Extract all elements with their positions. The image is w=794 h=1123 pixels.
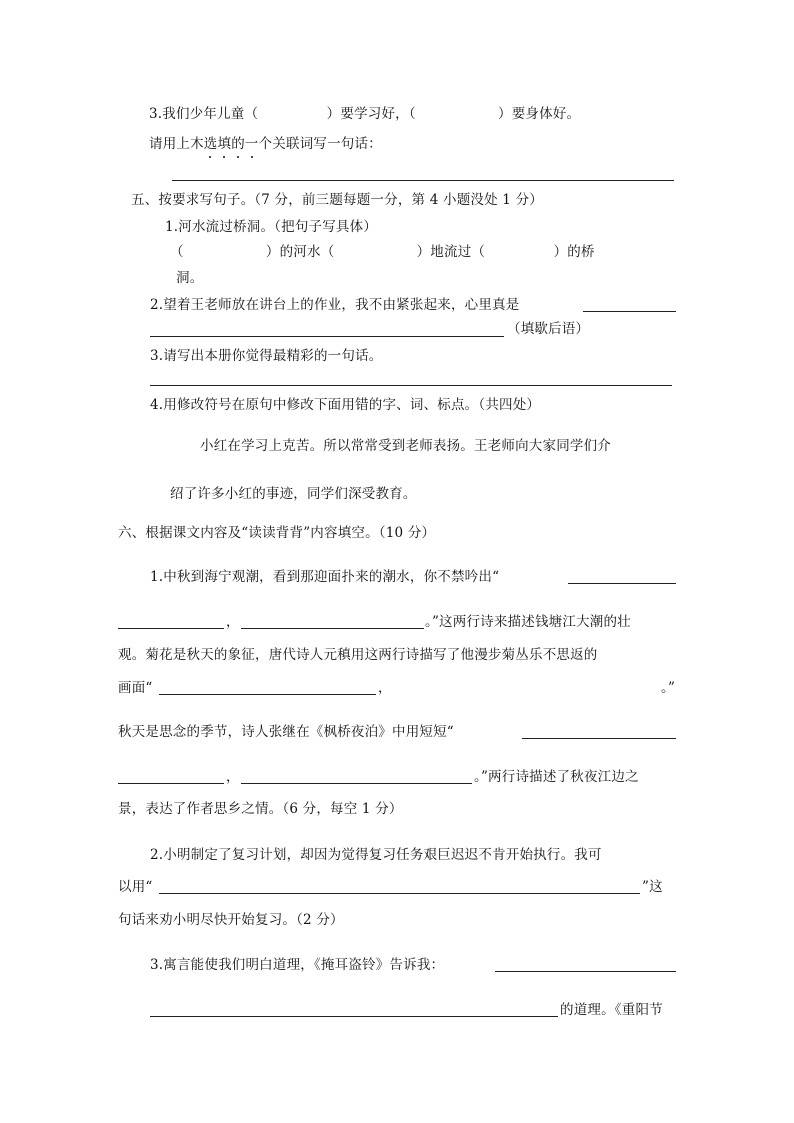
s5-q1-prompt: 1.河水流过桥洞。（把句子写具体） [165,219,378,235]
answer-line[interactable] [172,180,674,181]
s6-q1-line4-end: 。” [661,680,676,696]
answer-line[interactable] [159,694,376,695]
emphasis-dot [209,156,211,158]
q3-instruction: 请用上木选填的一个关联词写一句话： [149,136,382,152]
emphasis-dot [237,156,239,158]
s6-q3-line1: 3.寓言能使我们明白道理，《掩耳盗铃》告诉我： [150,957,445,973]
s6-q1-line6-end: 。”两行诗描述了秋夜江边之 [474,769,639,785]
s5-q4-passage-line2: 绍了许多小红的事迹，同学们深受教育。 [170,486,417,502]
s6-q1-line3: 观。菊花是秋天的象征，唐代诗人元稹用这两行诗描写了他漫步菊丛乐不思返的 [118,647,598,663]
s5-q3-text: 3.请写出本册你觉得最精彩的一句话。 [150,348,383,364]
s5-q2-suffix: （填歇后语） [507,321,590,337]
s6-q1-line5: 秋天是思念的季节，诗人张继在《枫桥夜泊》中用短短“ [118,724,454,740]
s6-q3-line2-end: 的道理。《重阳节 [560,1002,663,1018]
section5-heading: 五、按要求写句子。（7 分，前三题每题一分，第 4 小题没处 1 分） [131,192,543,208]
answer-line[interactable] [159,893,640,894]
s5-q1-blanks: （ ）的河水（ ）地流过（ ）的桥 [170,244,595,260]
s6-q2-line3: 句话来劝小明尽快开始复习。（2 分） [118,912,344,928]
s6-q1-comma: ， [226,614,240,630]
s6-q2-line2-end: ”这 [642,879,663,895]
s6-q1-line7: 景，表达了作者思乡之情。（6 分，每空 1 分） [118,801,403,817]
s6-q1-line1: 1.中秋到海宁观潮，看到那迎面扑来的潮水，你不禁吟出“ [150,569,500,585]
s5-q1-end: 洞。 [176,270,204,286]
answer-line[interactable] [150,1016,558,1017]
s6-q1-line6-comma: ， [226,769,240,785]
section6-heading: 六、根据课文内容及“读读背背”内容填空。（10 分） [118,525,436,541]
s6-q1-line4-start: 画面“ [118,680,153,696]
s5-q4-passage-line1: 小红在学习上克苦。所以常常受到老师表扬。王老师向大家同学们介 [200,438,611,454]
s6-q2-line2-start: 以用“ [118,879,153,895]
answer-line[interactable] [118,783,224,784]
answer-line[interactable] [241,783,472,784]
answer-line[interactable] [522,738,676,739]
emphasis-dot [251,156,253,158]
answer-line[interactable] [118,628,224,629]
s6-q1-line4-comma: ， [378,680,392,696]
s6-q1-line2-end: 。”这两行诗来描述钱塘江大潮的壮 [425,614,631,630]
answer-line[interactable] [568,583,676,584]
s5-q4-text: 4.用修改符号在原句中修改下面用错的字、词、标点。（共四处） [150,397,541,413]
s5-q2-text: 2.望着王老师放在讲台上的作业，我不由紧张起来，心里真是 [150,297,520,313]
q3-text: 3.我们少年儿童（ ）要学习好，（ ）要身体好。 [149,106,581,122]
answer-line[interactable] [150,336,504,337]
answer-line[interactable] [495,971,676,972]
answer-line[interactable] [241,628,424,629]
answer-line[interactable] [583,311,676,312]
s6-q2-line1: 2.小明制定了复习计划，却因为觉得复习任务艰巨迟迟不肯开始执行。我可 [150,847,602,863]
emphasis-dot [223,156,225,158]
answer-line[interactable] [150,385,672,386]
